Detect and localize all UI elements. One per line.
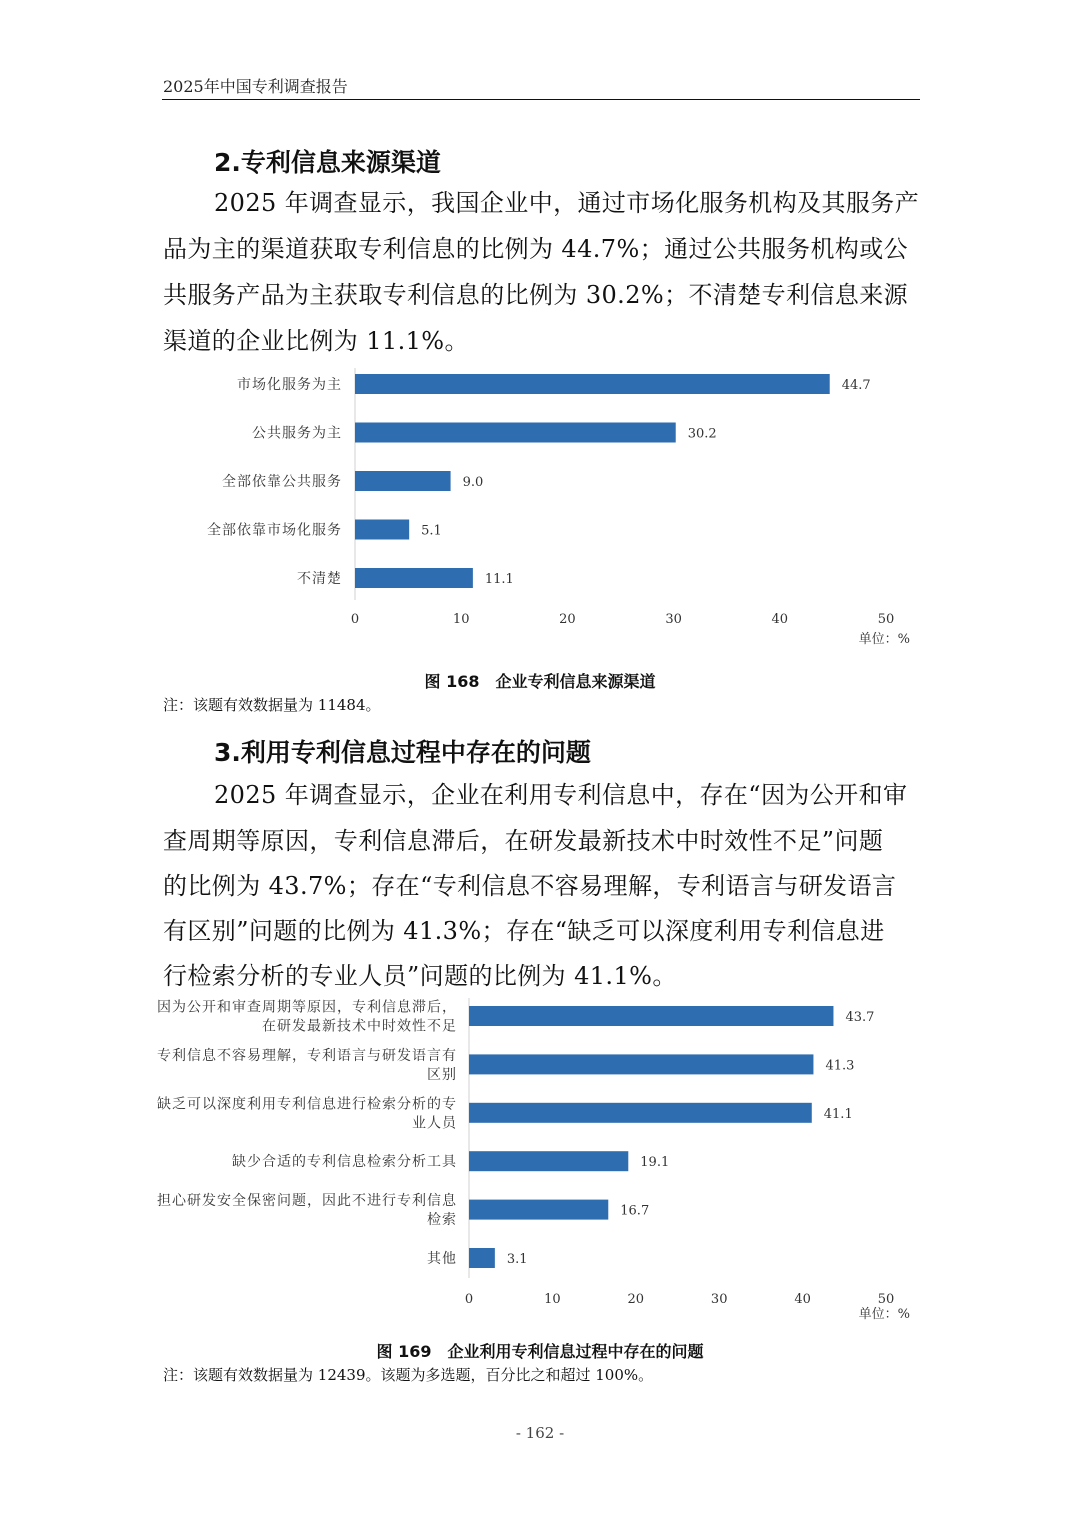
x-tick-label: 20 (627, 1292, 645, 1307)
section-3-paragraph-line: 2025 年调查显示，企业在利用专利信息中，存在“因为公开和审 (214, 781, 908, 809)
section-2-paragraph-line: 2025 年调查显示，我国企业中，通过市场化服务机构及其服务产 (214, 189, 920, 217)
figure-169-bar-chart (0, 990, 1080, 1330)
bar (469, 1151, 628, 1171)
bar (469, 1054, 813, 1074)
x-tick-label: 10 (452, 612, 470, 627)
bar (355, 374, 830, 394)
section-3-heading: 3.利用专利信息过程中存在的问题 (214, 738, 591, 767)
bar (355, 568, 473, 588)
category-label: 全部依靠市场化服务 (207, 522, 342, 539)
category-label: 因为公开和审查周期等原因，专利信息滞后，在研发最新技术中时效性不足 (157, 999, 457, 1035)
section-3-paragraph-line: 的比例为 43.7%；存在“专利信息不容易理解，专利语言与研发语言 (163, 872, 897, 900)
figure-168-note: 注：该题有效数据量为 11484。 (163, 696, 381, 714)
x-tick-label: 40 (794, 1292, 811, 1307)
x-tick-label: 10 (544, 1292, 561, 1307)
category-label: 担心研发安全保密问题，因此不进行专利信息检索 (157, 1193, 457, 1229)
data-label: 44.7 (841, 378, 871, 393)
section-3-paragraph-line: 查周期等原因，专利信息滞后，在研发最新技术中时效性不足”问题 (163, 827, 884, 855)
data-label: 16.7 (620, 1203, 650, 1219)
data-label: 11.1 (484, 572, 514, 587)
data-label: 30.2 (687, 426, 717, 442)
x-tick-label: 0 (464, 1292, 474, 1307)
bar (469, 1006, 833, 1026)
section-2-paragraph-line: 品为主的渠道获取专利信息的比例为 44.7%；通过公共服务机构或公 (163, 235, 909, 263)
data-label: 19.1 (640, 1155, 670, 1171)
unit-label: 单位：% (858, 632, 910, 647)
unit-label: 单位：% (858, 1307, 910, 1322)
figure-168-caption: 图 168 企业专利信息来源渠道 (424, 672, 656, 691)
x-tick-label: 50 (877, 612, 895, 627)
category-label: 缺乏可以深度利用专利信息进行检索分析的专业人员 (157, 1096, 457, 1132)
bar (469, 1200, 608, 1220)
bar (469, 1103, 812, 1123)
figure-168-bar-chart (0, 360, 1080, 660)
data-label: 43.7 (845, 1010, 875, 1025)
x-tick-label: 30 (665, 612, 682, 627)
category-label: 公共服务为主 (252, 425, 342, 442)
figure-169-caption: 图 169 企业利用专利信息过程中存在的问题 (376, 1342, 704, 1361)
category-label: 全部依靠公共服务 (222, 474, 342, 490)
bar (469, 1248, 495, 1268)
x-tick-label: 30 (710, 1292, 728, 1307)
section-3-paragraph-line: 有区别”问题的比例为 41.3%；存在“缺乏可以深度利用专利信息进 (163, 917, 885, 945)
category-label: 专利信息不容易理解，专利语言与研发语言有区别 (157, 1047, 457, 1083)
x-tick-label: 40 (771, 612, 789, 627)
data-label: 5.1 (421, 523, 442, 539)
category-label: 其他 (427, 1251, 457, 1267)
data-label: 3.1 (506, 1252, 528, 1267)
section-2-heading: 2.专利信息来源渠道 (214, 148, 441, 177)
figure-169-note: 注：该题有效数据量为 12439。该题为多选题，百分比之和超过 100%。 (163, 1366, 654, 1384)
x-tick-label: 20 (559, 612, 576, 627)
section-3-paragraph-line: 行检索分析的专业人员”问题的比例为 41.1%。 (163, 962, 677, 990)
section-2-paragraph-line: 共服务产品为主获取专利信息的比例为 30.2%；不清楚专利信息来源 (163, 281, 909, 309)
x-tick-label: 0 (350, 612, 360, 627)
bar (355, 520, 409, 540)
header-rule (162, 99, 920, 100)
section-2-paragraph-line: 渠道的企业比例为 11.1%。 (163, 327, 469, 355)
page-number: - 162 - (515, 1424, 565, 1442)
running-header-title: 2025年中国专利调查报告 (163, 77, 348, 96)
category-label: 不清楚 (297, 571, 342, 587)
data-label: 41.1 (823, 1106, 853, 1122)
x-tick-label: 50 (877, 1292, 895, 1307)
data-label: 41.3 (825, 1058, 855, 1074)
bar (355, 471, 451, 491)
category-label: 市场化服务为主 (237, 377, 342, 393)
category-label: 缺少合适的专利信息检索分析工具 (232, 1154, 457, 1171)
data-label: 9.0 (462, 475, 484, 490)
bar (355, 423, 676, 443)
